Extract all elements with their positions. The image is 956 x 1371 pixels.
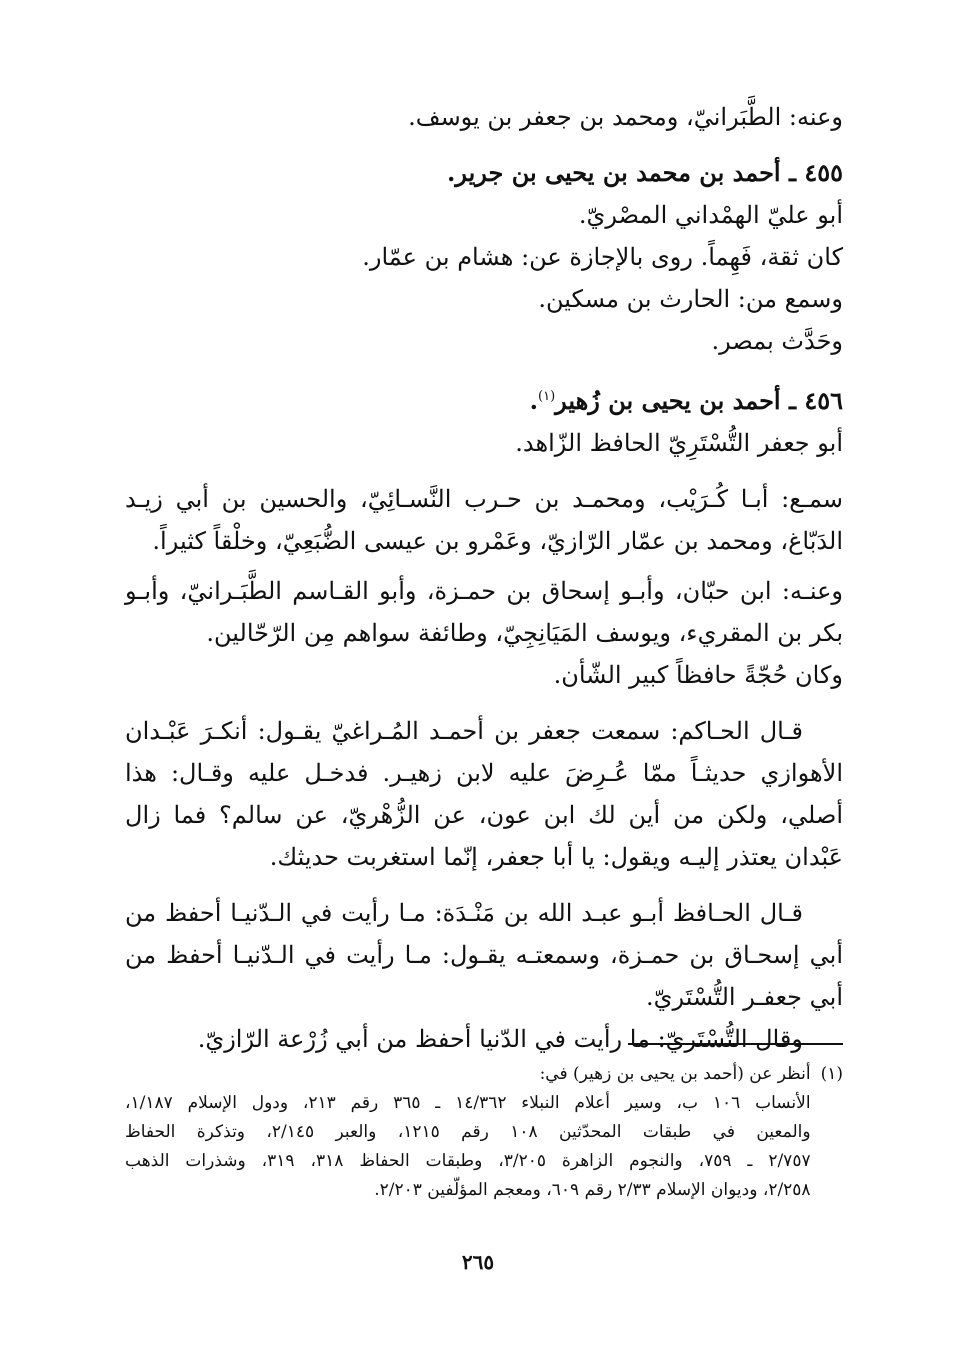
intro-line: وعنه: الطَّبَرانيّ، ومحمد بن جعفر بن يوسف. [408, 103, 843, 131]
entry-456-status: وكان حُجّةً حافظاً كبير الشّأن. [553, 661, 843, 689]
footnote-body [125, 1060, 811, 1205]
footnote-separator [628, 1043, 843, 1045]
entry-455-line-2: كان ثقة، فَهِماً. روى بالإجازة عن: هشام بن عمّار. [362, 243, 843, 271]
entry-456-hakim-quote: قـال الحـاكم: سمعت جعفر بن أحمـد المُـراغيّ يقـول: أنكـرَ عَبْـدان الأهوازي حديثـاً ممّا عُـرِضَ عليه لابن زهيـر. فدخـل عليه وقـال: هذا أصلي، ولكن من أين لك ابن عون، عن الزُّهْريّ، عن سالم؟ فما زال عَبْدان يعتذر إليـه ويقول: يا أبا جعفر، إنّما استغربت حديثك. [125, 717, 843, 871]
entry-455-line-3: وسمع من: الحارث بن مسكين. [538, 285, 843, 313]
footnote-reference[interactable]: (١) [538, 389, 556, 404]
footnote-line: والمعين في طبقات المحدّثين ١٠٨ رقم ١٢١٥، والعبر ٢/١٤٥، وتذكرة الحفاظ [125, 1122, 811, 1142]
footnote-line: ٢/٧٥٧ ـ ٧٥٩، والنجوم الزاهرة ٣/٢٠٥، وطبقات الحفاظ ٣١٨، ٣١٩، وشذرات الذهب [125, 1151, 811, 1171]
page-number: ٢٦٥ [461, 1250, 495, 1274]
entry-456-heard-from: سمـع: أبـا كُـرَيْب، ومحمـد بن حـرب النَّسـائِيّ، والحسين بن أبي زيـد الدَبّاغ، ومحمد بن عمّار الرّازيّ، وعَمْرو بن عيسى الضُّبَعِيّ، وخلْقاً كثيراً. [125, 485, 843, 555]
entry-455-line-4: وحَدَّث بمصر. [711, 327, 843, 355]
footnote-item [125, 1060, 843, 1205]
footnote-line: أنظر عن (أحمد بن يحيى بن زهير) في: [539, 1064, 811, 1084]
entry-456-ibn-mandah-quote: قـال الحـافظ أبـو عبـد الله بن مَنْـدَة: مـا رأيت في الـدّنيـا أحفظ من أبي إسحـاق بن حمـزة، وسمعتـه يقـول: مـا رأيت في الـدّنيـا أحفظ من أبي جعفـر التُّسْتَريّ. [125, 899, 843, 1011]
entry-455-line-1: أبو عليّ الهمْداني المصْريّ. [578, 201, 843, 229]
entry-456-title: ٤٥٦ ـ أحمد بن يحيى بن زُهير [555, 386, 843, 415]
footnotes [125, 1060, 843, 1205]
footnote-line: ٢/٢٥٨، وديوان الإسلام ٢/٣٣ رقم ٦٠٩، ومعجم المؤلّفين ٢/٢٠٣. [374, 1180, 811, 1200]
footnote-marker: (١) [820, 1064, 843, 1084]
entry-456-narrators: وعنـه: ابن حبّان، وأبـو إسحاق بن حمـزة، وأبو القـاسم الطَّبَـرانيّ، وأبـو بكر بن المقريء، ويوسف المَيَانِجِيّ، وطائفة سواهم مِن الرّحّالين. [125, 577, 843, 647]
entry-456-tustari-quote: وقال التُّسْتَريّ: ما رأيت في الدّنيا أحفظ من أبي زُرْعة الرّازيّ. [197, 1025, 803, 1053]
entry-456-heading [125, 376, 843, 422]
main-text [125, 96, 843, 1060]
entry-455-heading: ٤٥٥ ـ أحمد بن محمد بن يحيى بن جرير. [447, 158, 843, 187]
entry-456-title-end: . [529, 386, 538, 415]
entry-456-kunya: أبو جعفر التُّسْتَرِيّ الحافظ الزّاهد. [515, 429, 843, 457]
footnote-line: الأنساب ١٠٦ ب، وسير أعلام النبلاء ١٤/٣٦٢ ـ ٣٦٥ رقم ٢١٣، ودول الإسلام ١/١٨٧، [125, 1093, 811, 1113]
